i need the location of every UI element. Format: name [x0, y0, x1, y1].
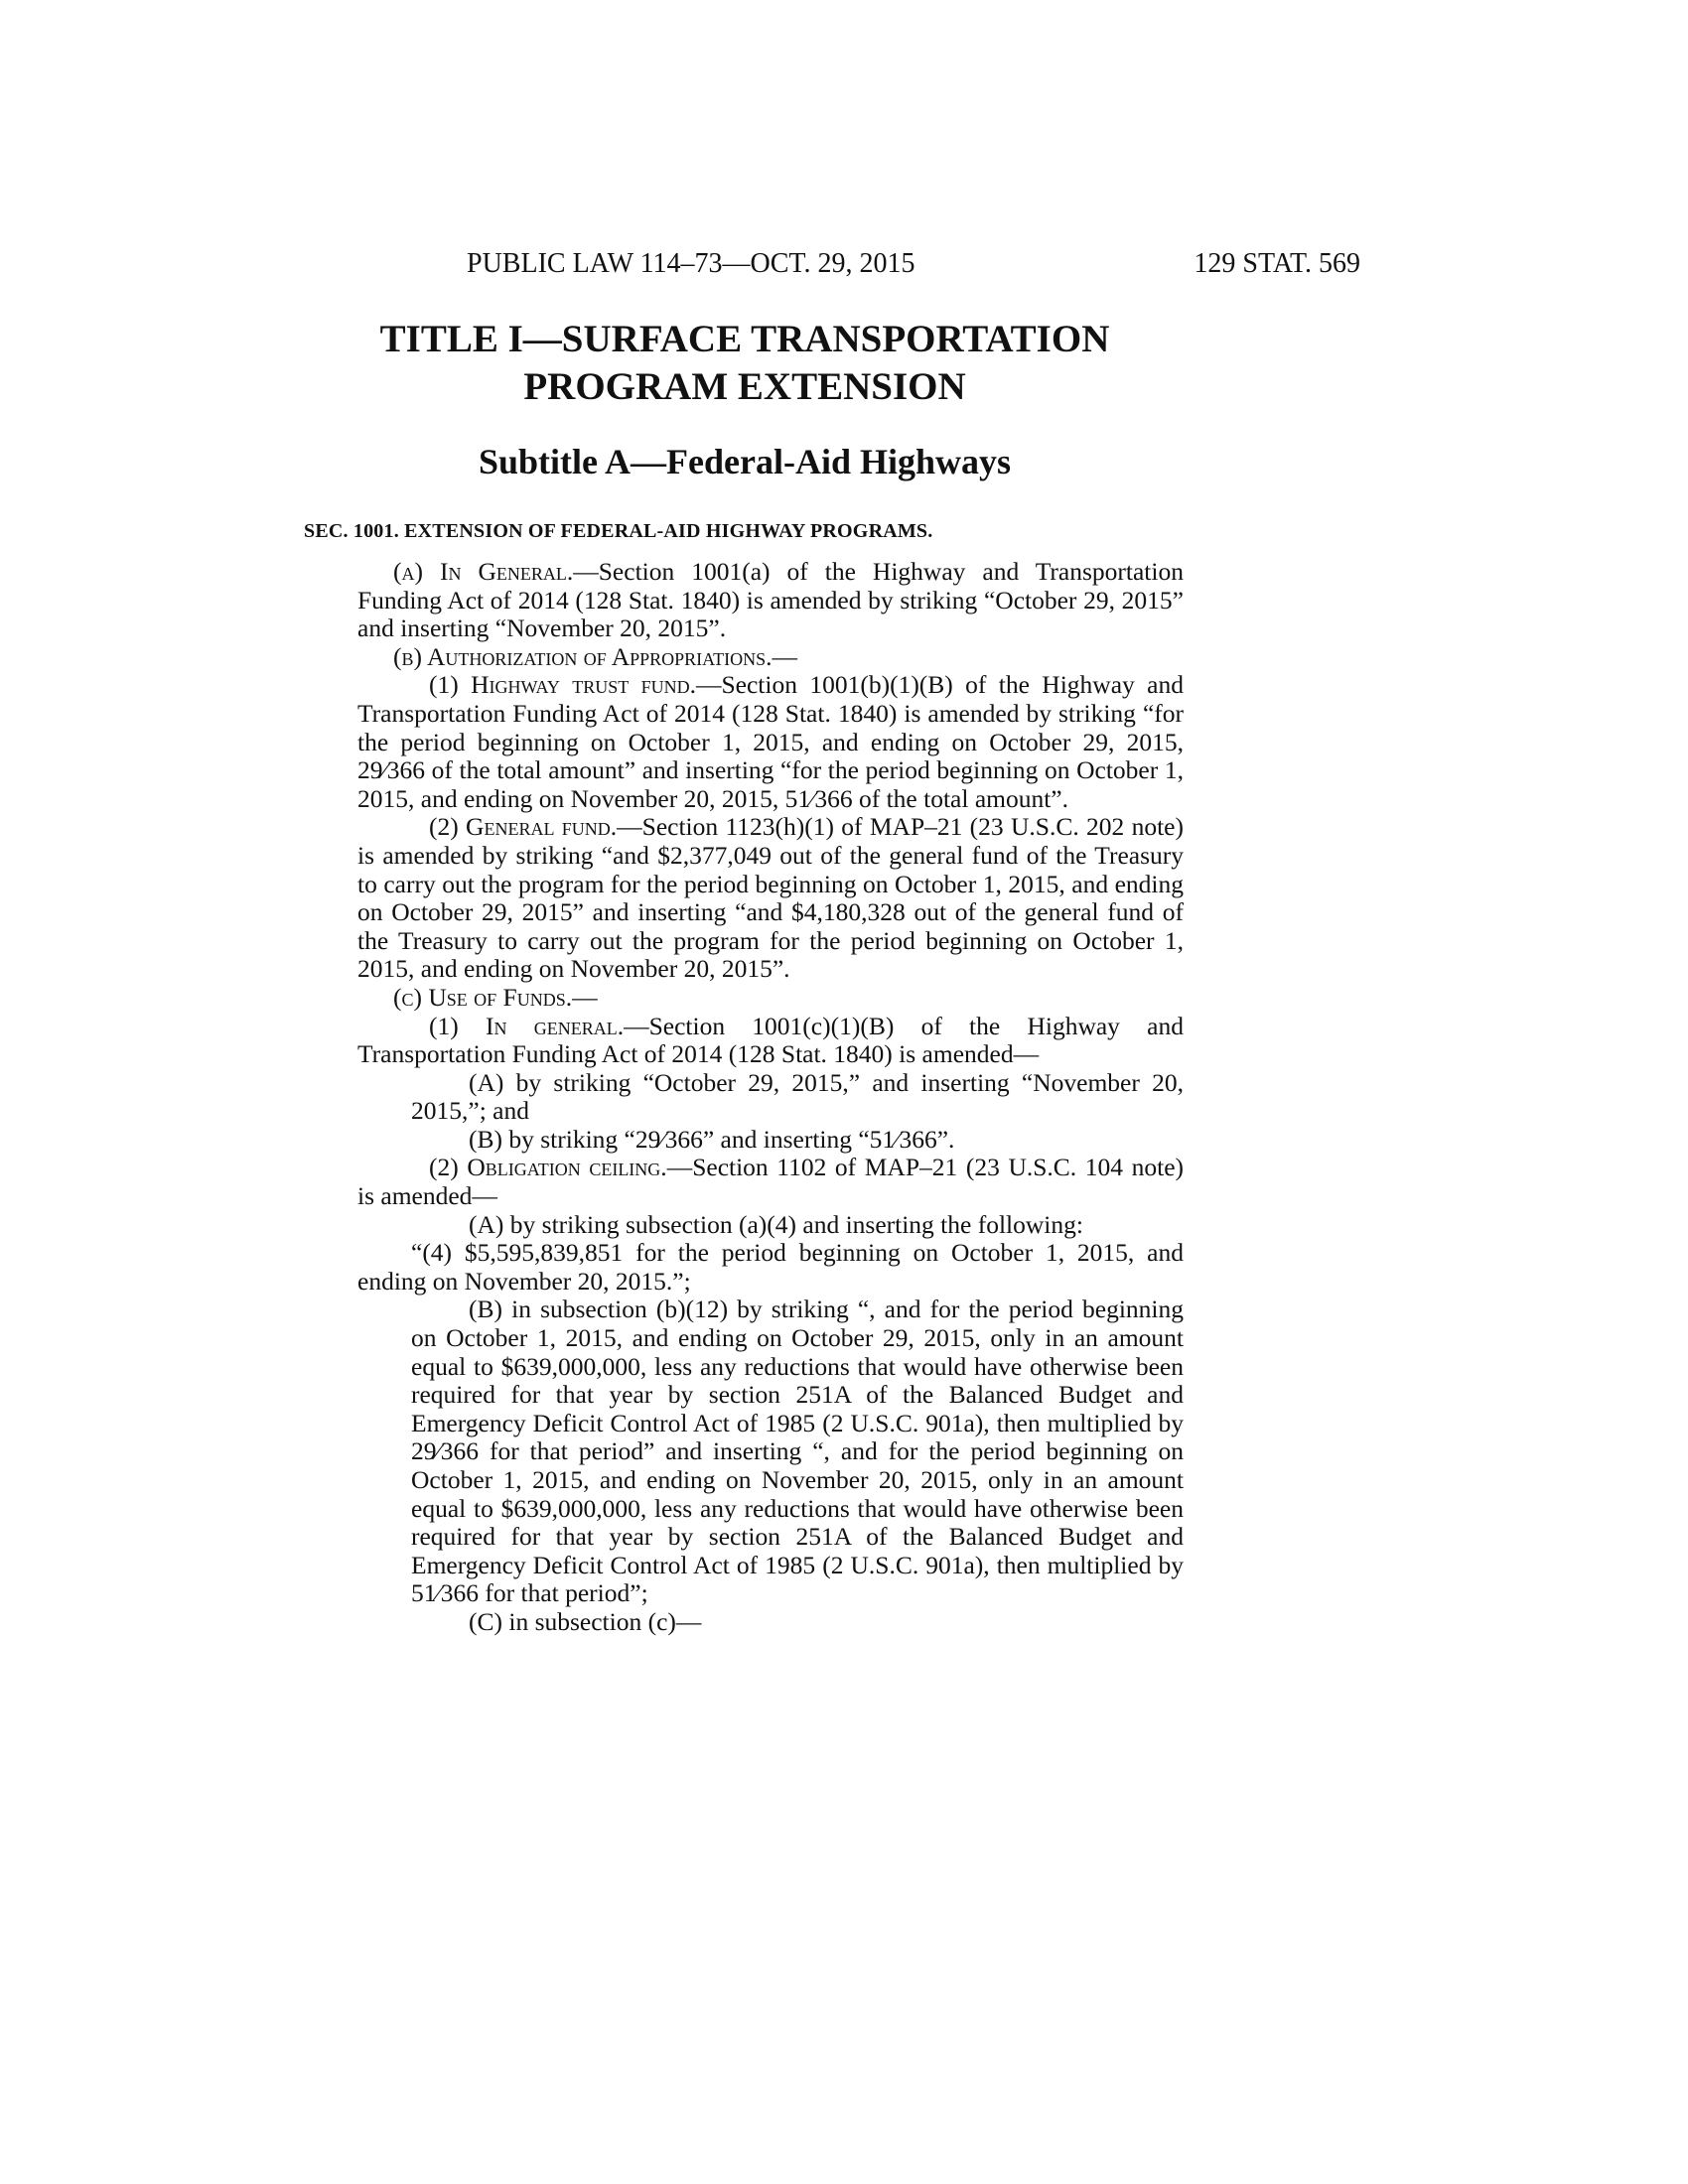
paragraph-c1 [357, 1013, 1184, 1069]
section-heading: SEC. 1001. EXTENSION OF FEDERAL-AID HIGHWAY PROGRAMS. [304, 520, 933, 542]
paragraph-b [357, 643, 1184, 672]
title-heading [328, 316, 1162, 411]
paragraph-b1-label: (1) Highway trust fund. [429, 670, 696, 700]
paragraph-c1-text: —Section 1001(c)(1)(B) of the Highway and Transportation Funding Act of 2014 (128 Stat. 1840) is amended— [357, 1011, 1184, 1069]
subtitle-heading: Subtitle A—Federal-Aid Highways [478, 442, 1012, 481]
paragraph-c1-b: (B) by striking “29⁄366” and inserting “51⁄366”. [469, 1124, 955, 1154]
paragraph-c1-label: (1) In general. [429, 1011, 625, 1040]
paragraph-b2-label: (2) General fund. [429, 812, 618, 842]
title-line-2: PROGRAM EXTENSION [523, 365, 966, 408]
paragraph-a-label: (a) In General. [393, 557, 574, 586]
paragraph-a [357, 558, 1184, 643]
quoted-paragraph-4: “(4) $5,595,839,851 for the period beginning on October 1, 2015, and ending on November 20, 2015.”; [357, 1238, 1184, 1296]
statute-page-number: 129 STAT. 569 [1194, 248, 1360, 279]
paragraph-a-text: —Section 1001(a) of the Highway and Transportation Funding Act of 2014 (128 Stat. 1840) is amended by striking “October 29, 2015” and inserting “November 20, 2015”. [357, 557, 1184, 643]
paragraph-c-text: — [572, 982, 598, 1012]
paragraph-c1-a: (A) by striking “October 29, 2015,” and inserting “November 20, 2015,”; and [411, 1067, 1184, 1126]
paragraph-c2-text: —Section 1102 of MAP–21 (23 U.S.C. 104 note) is amended— [357, 1153, 1185, 1211]
section-body [357, 558, 1184, 1637]
paragraph-c2 [357, 1154, 1184, 1210]
paragraph-b-text: — [772, 641, 798, 671]
paragraph-c2-c: (C) in subsection (c)— [469, 1606, 702, 1636]
paragraph-b-label: (b) Authorization of Appropriations. [393, 641, 773, 671]
paragraph-b1 [357, 671, 1184, 813]
running-header [0, 248, 1688, 288]
paragraph-c2-label: (2) Obligation ceiling. [429, 1153, 667, 1182]
title-line-1: TITLE I—SURFACE TRANSPORTATION [379, 318, 1110, 360]
paragraph-b2 [357, 813, 1184, 984]
paragraph-c2-b: (B) in subsection (b)(12) by striking “, and for the period beginning on October 1, 2015, and ending on October 29, 2015, only in an amount equal to $639,000,000, less any reductions that would have otherwise been required for that year by section 251A of the Balanced Budget and Emergency Deficit Control Act of 1985 (2 U.S.C. 901a), then multiplied by 29⁄366 for that period” and inserting “, and for the period beginning on October 1, 2015, and ending on November 20, 2015, only in an amount equal to $639,000,000, less any reductions that would have otherwise been required for that year by section 251A of the Balanced Budget and Emergency Deficit Control Act of 1985 (2 U.S.C. 901a), then multiplied by 51⁄366 for that period”; [411, 1295, 1184, 1608]
paragraph-c [357, 984, 1184, 1013]
paragraph-c-label: (c) Use of Funds. [393, 982, 573, 1012]
paragraph-c2-a: (A) by striking subsection (a)(4) and inserting the following: [469, 1209, 1083, 1239]
public-law-citation: PUBLIC LAW 114–73—OCT. 29, 2015 [467, 248, 915, 279]
paragraph-b2-text: —Section 1123(h)(1) of MAP–21 (23 U.S.C. 202 note) is amended by striking “and $2,377,049 out of the general fund of the Treasury to carry out the program for the period beginning on October 1, 2015, and ending on October 29, 2015” and inserting “and $4,180,328 out of the general fund of the Treasury to carry out the program for the period beginning on October 1, 2015, and ending on November 20, 2015”. [357, 812, 1184, 984]
paragraph-b1-text: —Section 1001(b)(1)(B) of the Highway and Transportation Funding Act of 2014 (128 Stat. 1840) is amended by striking “for the period beginning on October 1, 2015, and ending on October 29, 2015, 29⁄366 of the total amount” and inserting “for the period beginning on October 1, 2015, and ending on November 20, 2015, 51⁄366 of the total amount”. [357, 670, 1184, 813]
